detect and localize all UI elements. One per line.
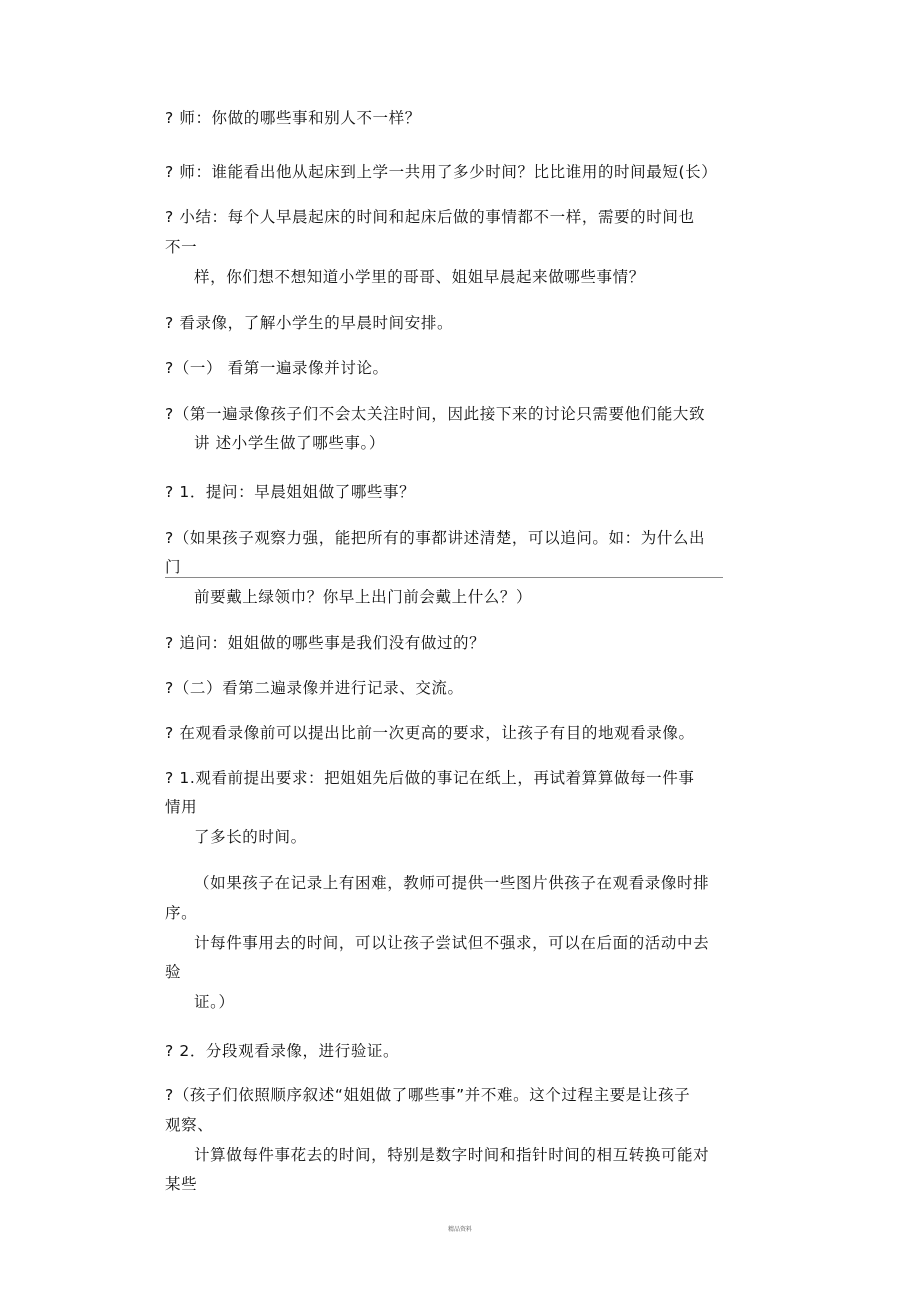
text-line-10: ? 1．提问：早晨姐姐做了哪些事？ (165, 483, 416, 501)
text-line-7: ?（一） 看第一遍录像并讨论。 (165, 359, 389, 377)
text-line-21: 序。 (165, 904, 198, 922)
text-line-2: ? 师：谁能看出他从起床到上学一共用了多少时间？比比谁用的时间最短(长） (165, 163, 718, 181)
text-line-14: ? 追问：姐姐做的哪些事是我们没有做过的？ (165, 634, 486, 652)
text-line-9: 讲 述小学生做了哪些事。） (194, 434, 385, 452)
text-line-5: 样，你们想不想知道小学里的哥哥、姐姐早晨起来做哪些事情？ (194, 268, 645, 286)
text-line-24: 证。） (194, 993, 235, 1011)
text-line-4: 不一 (165, 238, 198, 256)
text-line-11: ?（如果孩子观察力强，能把所有的事都讲述清楚，可以追问。如：为什么出 (165, 529, 706, 547)
text-line-17: ? 1.观看前提出要求：把姐姐先后做的事记在纸上，再试着算算做每一件事 (165, 769, 695, 787)
text-line-26: ?（孩子们依照顺序叙述“姐姐做了哪些事”并不难。这个过程主要是让孩子 (165, 1086, 691, 1104)
text-line-15: ?（二）看第二遍录像并进行记录、交流。 (165, 679, 464, 697)
text-line-29: 某些 (165, 1175, 198, 1193)
text-line-20: （如果孩子在记录上有困难，教师可提供一些图片供孩子在观看录像时排 (194, 874, 710, 892)
text-line-23: 验 (165, 963, 182, 981)
text-line-16: ? 在观看录像前可以提出比前一次更高的要求，让孩子有目的地观看录像。 (165, 724, 695, 742)
page-divider (165, 577, 723, 578)
text-line-12: 门 (165, 558, 182, 576)
page-footer: 精品资料 (447, 1226, 472, 1233)
text-line-6: ? 看录像，了解小学生的早晨时间安排。 (165, 314, 454, 332)
text-line-18: 情用 (165, 798, 198, 816)
text-line-27: 观察、 (165, 1116, 214, 1134)
text-line-28: 计算做每件事花去的时间，特别是数字时间和指针时间的相互转换可能对 (194, 1146, 710, 1164)
text-line-25: ? 2．分段观看录像，进行验证。 (165, 1042, 400, 1060)
text-line-3: ? 小结：每个人早晨起床的时间和起床后做的事情都不一样，需要的时间也 (165, 208, 695, 226)
text-line-1: ? 师：你做的哪些事和别人不一样？ (165, 109, 421, 127)
text-line-22: 计每件事用去的时间，可以让孩子尝试但不强求，可以在后面的活动中去 (194, 934, 710, 952)
text-line-13: 前要戴上绿领巾？你早上出门前会戴上什么？） (194, 588, 533, 606)
text-line-8: ?（第一遍录像孩子们不会太关注时间，因此接下来的讨论只需要他们能大致 (165, 405, 706, 423)
text-line-19: 了多长的时间。 (194, 828, 307, 846)
